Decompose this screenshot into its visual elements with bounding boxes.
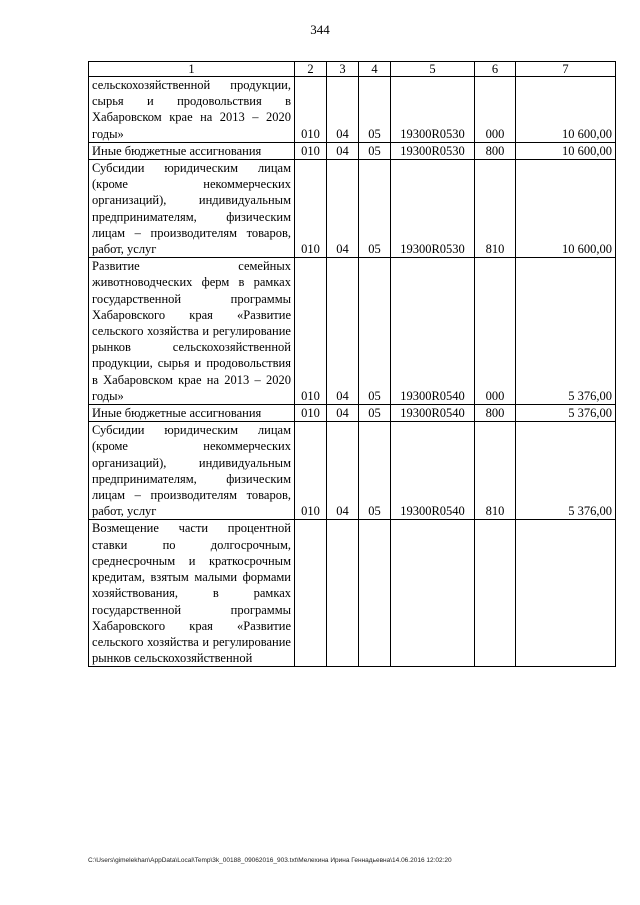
row-target-article: 19300R0530: [391, 142, 475, 159]
row-subsection: 05: [359, 77, 391, 143]
row-section: 04: [327, 422, 359, 520]
row-expense-type: 810: [475, 160, 516, 258]
row-ministry-code: 010: [295, 258, 327, 405]
table-row: [89, 422, 616, 520]
row-expense-type: 000: [475, 77, 516, 143]
row-amount: 5 376,00: [516, 258, 616, 405]
table-row: [89, 142, 616, 159]
row-target-article: 19300R0540: [391, 422, 475, 520]
row-ministry-code: 010: [295, 160, 327, 258]
row-section: 04: [327, 77, 359, 143]
header-col-4: 4: [359, 62, 391, 77]
row-section: 04: [327, 142, 359, 159]
row-amount: 10 600,00: [516, 160, 616, 258]
page-number: 344: [310, 22, 330, 37]
row-ministry-code: 010: [295, 142, 327, 159]
header-col-7: 7: [516, 62, 616, 77]
row-subsection: [359, 520, 391, 667]
row-expense-type: 810: [475, 422, 516, 520]
row-subsection: 05: [359, 142, 391, 159]
row-amount: 5 376,00: [516, 422, 616, 520]
row-target-article: 19300R0540: [391, 405, 475, 422]
row-subsection: 05: [359, 405, 391, 422]
header-col-6: 6: [475, 62, 516, 77]
table-header-row: [89, 62, 616, 77]
row-name: Иные бюджетные ассигнования: [89, 405, 295, 422]
row-section: [327, 520, 359, 667]
budget-table: [88, 61, 616, 667]
row-target-article: 19300R0530: [391, 77, 475, 143]
row-target-article: [391, 520, 475, 667]
row-amount: 10 600,00: [516, 77, 616, 143]
row-target-article: 19300R0540: [391, 258, 475, 405]
row-ministry-code: 010: [295, 405, 327, 422]
row-subsection: 05: [359, 160, 391, 258]
table-row: [89, 77, 616, 143]
row-name: Возмещение части процентной ставки по долгосрочным, среднесрочным и краткосрочным кредитам, взятым малыми формами хозяйствования, в рамках государственной программы Хабаровского края «Развитие сельского хозяйства и регулирование рынков сельскохозяйственной: [89, 520, 295, 667]
header-col-3: 3: [327, 62, 359, 77]
file-path-footer: C:\Users\gimelekhan\AppData\Local\Temp\3k_00188_09062016_903.txt\Мелехина Ирина Геннадьевна\14.06.2016 12:02:20: [88, 857, 452, 864]
table-row: [89, 160, 616, 258]
row-name: Развитие семейных животноводческих ферм в рамках государственной программы Хабаровского края «Развитие сельского хозяйства и регулирование рынков сельскохозяйственной продукции, сырья и продовольствия в Хабаровском крае на 2013 – 2020 годы»: [89, 258, 295, 405]
row-amount: 5 376,00: [516, 405, 616, 422]
table-row: [89, 520, 616, 667]
row-name: Субсидии юридическим лицам (кроме некоммерческих организаций), индивидуальным предпринимателям, физическим лицам – производителям товаров, работ, услуг: [89, 160, 295, 258]
row-name: Субсидии юридическим лицам (кроме некоммерческих организаций), индивидуальным предпринимателям, физическим лицам – производителям товаров, работ, услуг: [89, 422, 295, 520]
row-section: 04: [327, 160, 359, 258]
row-target-article: 19300R0530: [391, 160, 475, 258]
row-ministry-code: [295, 520, 327, 667]
table-row: [89, 258, 616, 405]
row-section: 04: [327, 405, 359, 422]
header-col-1: 1: [89, 62, 295, 77]
row-amount: [516, 520, 616, 667]
row-expense-type: [475, 520, 516, 667]
row-ministry-code: 010: [295, 422, 327, 520]
table-row: [89, 405, 616, 422]
row-name: Иные бюджетные ассигнования: [89, 142, 295, 159]
row-subsection: 05: [359, 422, 391, 520]
header-col-2: 2: [295, 62, 327, 77]
row-section: 04: [327, 258, 359, 405]
header-col-5: 5: [391, 62, 475, 77]
row-subsection: 05: [359, 258, 391, 405]
row-name: сельскохозяйственной продукции, сырья и продовольствия в Хабаровском крае на 2013 – 2020 годы»: [89, 77, 295, 143]
row-expense-type: 800: [475, 142, 516, 159]
row-expense-type: 000: [475, 258, 516, 405]
row-amount: 10 600,00: [516, 142, 616, 159]
row-ministry-code: 010: [295, 77, 327, 143]
row-expense-type: 800: [475, 405, 516, 422]
